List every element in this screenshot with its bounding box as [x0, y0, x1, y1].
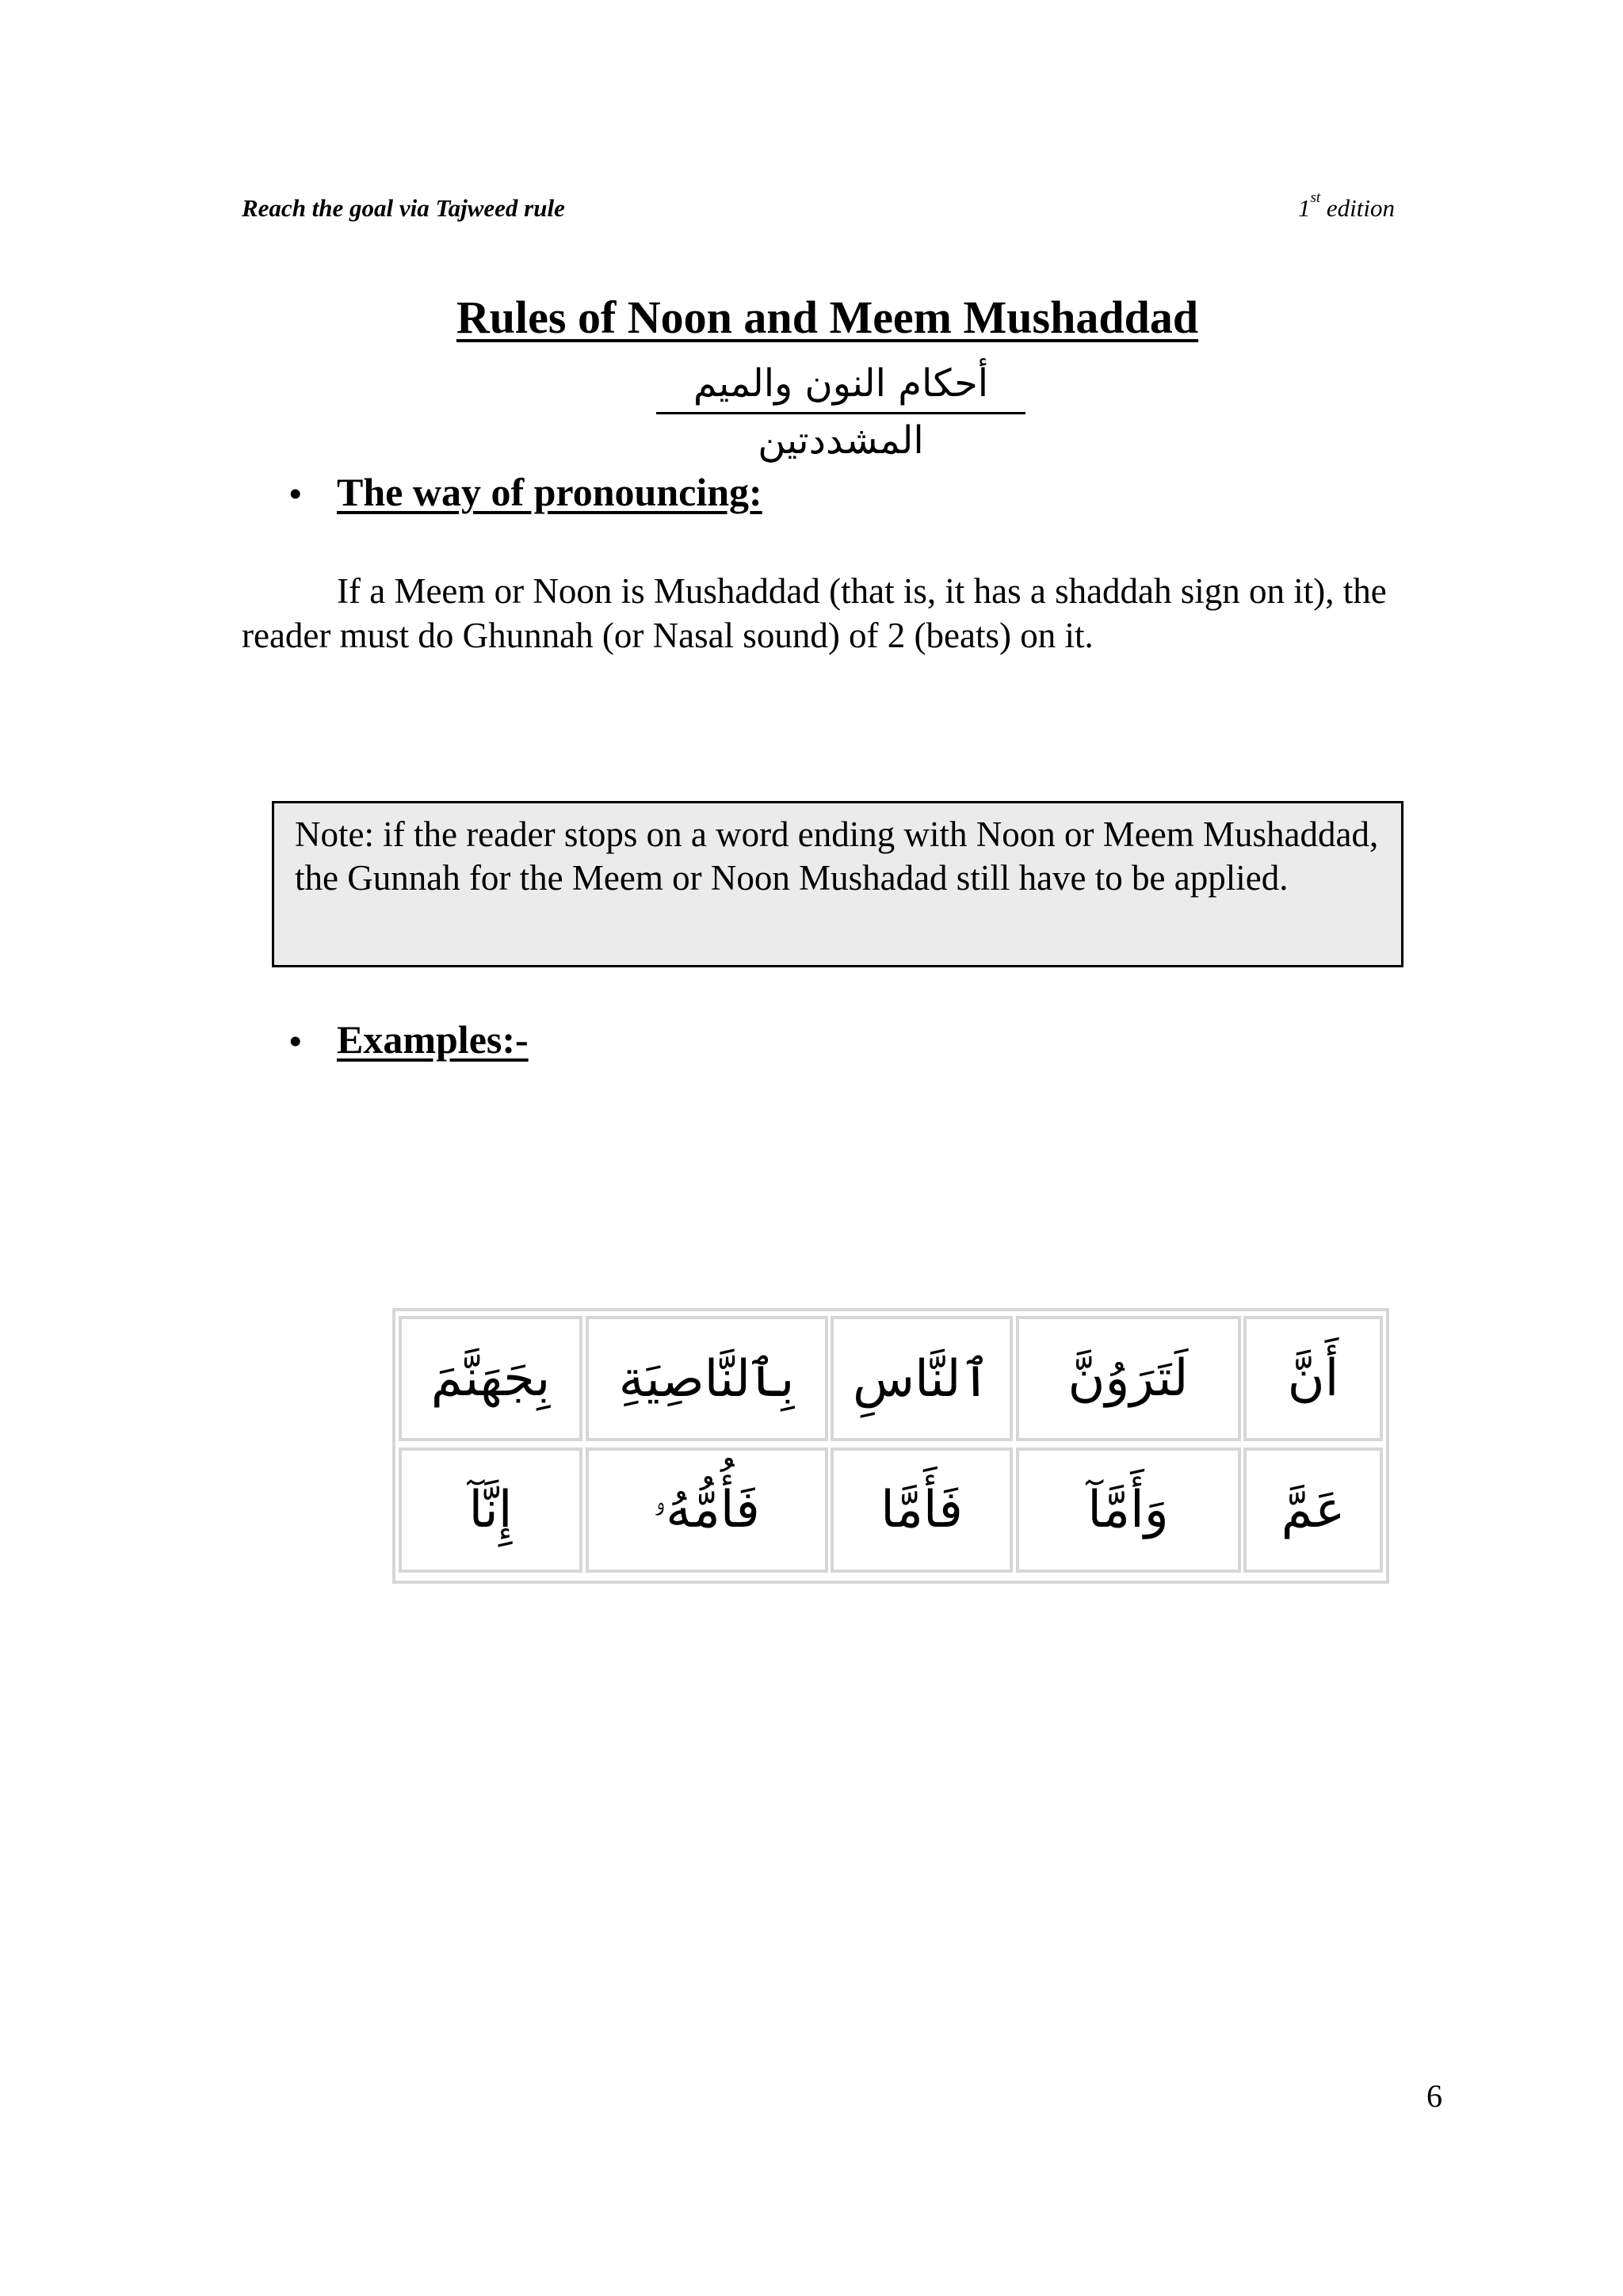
- table-row: [399, 1316, 1383, 1441]
- examples-table: [392, 1308, 1389, 1584]
- table-cell: فَأُمُّهُۥ: [586, 1447, 828, 1573]
- section-heading-examples: [289, 1016, 529, 1062]
- bullet-icon: •: [289, 1022, 302, 1061]
- table-cell: أَنَّ: [1243, 1316, 1383, 1441]
- table-cell: فَأَمَّا: [831, 1447, 1013, 1573]
- edition-suffix: st: [1310, 189, 1321, 206]
- table-row: [399, 1447, 1383, 1573]
- table-cell: إِنَّآ: [399, 1447, 582, 1573]
- running-header-title: Reach the goal via Tajweed rule: [242, 194, 565, 222]
- edition-number: 1: [1297, 194, 1311, 222]
- table-cell: بِجَهَنَّمَ: [399, 1316, 582, 1441]
- running-header-edition: [1297, 189, 1395, 223]
- edition-word: edition: [1320, 194, 1395, 222]
- table-cell: عَمَّ: [1243, 1447, 1383, 1573]
- page-number: 6: [1426, 2078, 1442, 2114]
- table-cell: بِٱلنَّاصِيَةِ: [586, 1316, 828, 1441]
- table-cell: لَتَرَوُنَّ: [1016, 1316, 1241, 1441]
- section-heading-pronouncing: [289, 469, 762, 515]
- arabic-subtitle: أحكام النون والميم المشددتين: [656, 355, 1025, 414]
- page-title: Rules of Noon and Meem Mushaddad: [456, 292, 1199, 343]
- note-box: Note: if the reader stops on a word ending with Noon or Meem Mushaddad, the Gunnah for the Meem or Noon Mushadad still have to be applied.: [272, 801, 1403, 967]
- section-heading-text: Examples:-: [337, 1017, 529, 1062]
- table-cell: ٱلنَّاسِ: [831, 1316, 1013, 1441]
- table-cell: وَأَمَّآ: [1016, 1447, 1241, 1573]
- section-heading-text: The way of pronouncing:: [337, 470, 762, 514]
- bullet-icon: •: [289, 475, 302, 513]
- pronouncing-paragraph: If a Meem or Noon is Mushaddad (that is, it has a shaddah sign on it), the reader must do Ghunnah (or Nasal sound) of 2 (beats) on it.: [242, 571, 1387, 655]
